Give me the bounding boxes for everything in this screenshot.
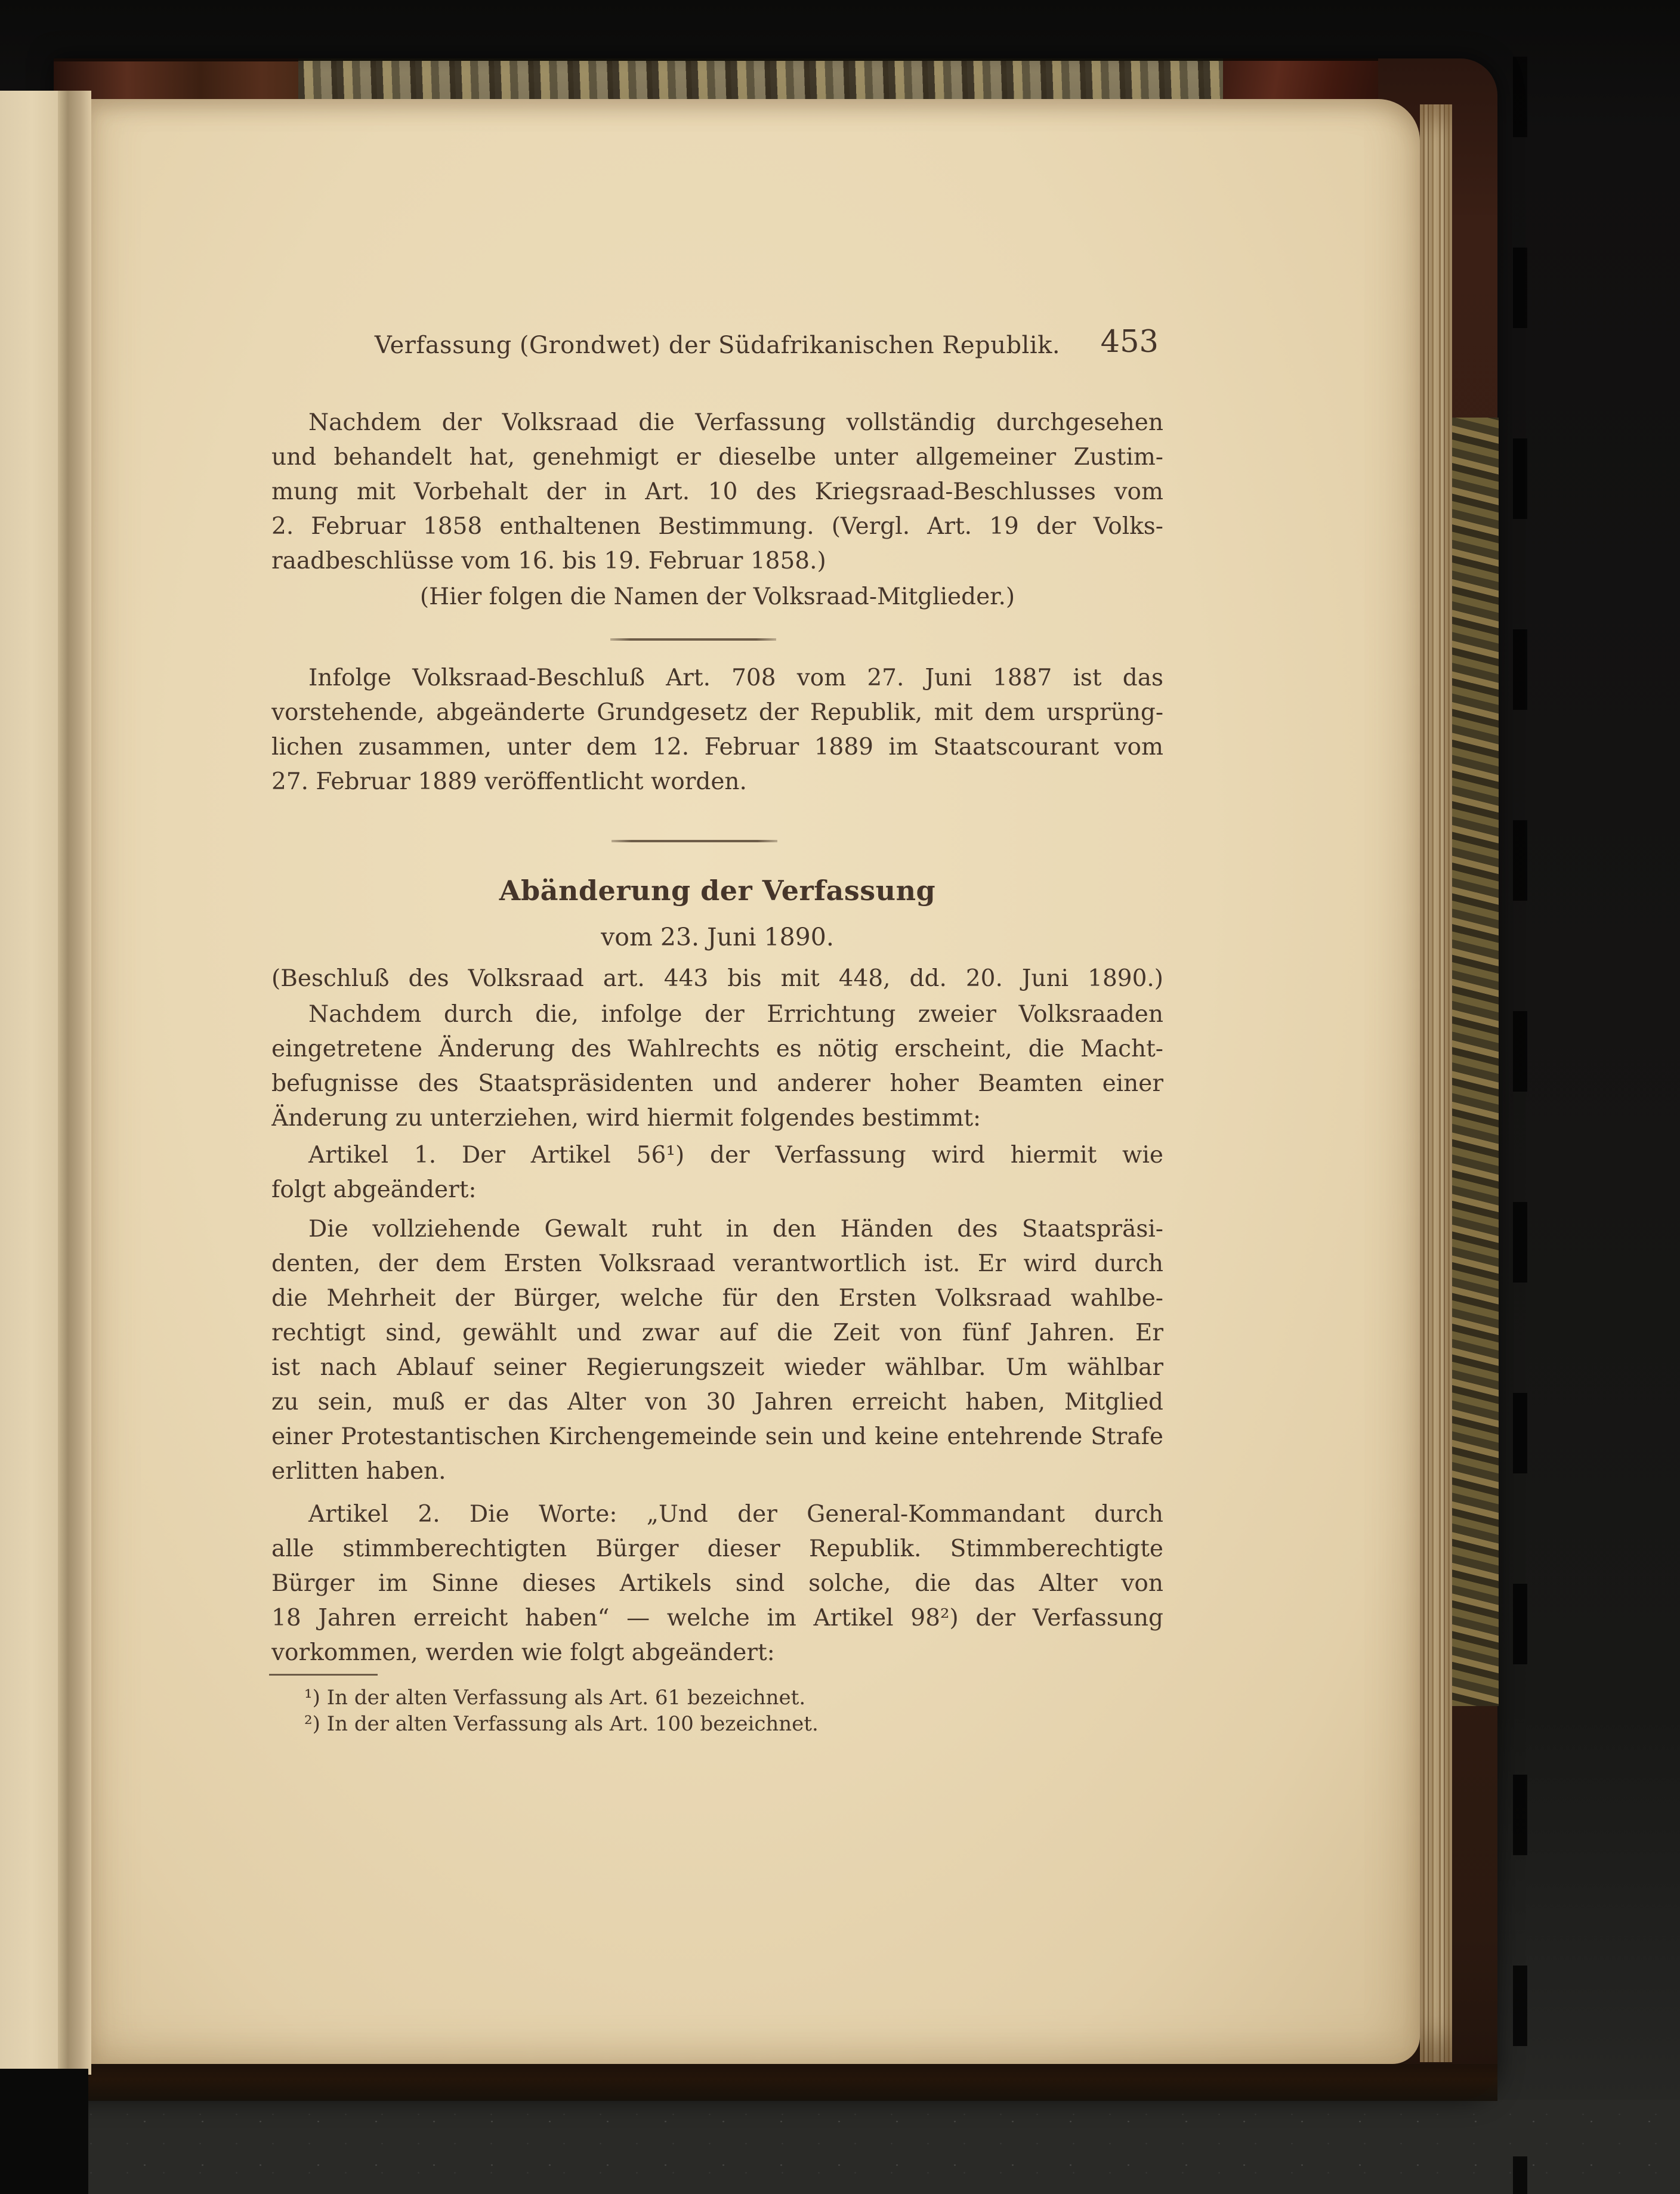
text-line: raadbeschlüsse vom 16. bis 19. Februar 1858.): [271, 548, 826, 574]
text-line: folgt abgeändert:: [271, 1176, 477, 1203]
page-edges-right: [1420, 104, 1452, 2062]
text-line: Nachdem der Volksraad die Verfassung vollständig durchgesehen: [308, 409, 1163, 436]
amendment-resolution: (Beschluß des Volksraad art. 443 bis mit 448, dd. 20. Juni 1890.): [271, 965, 1163, 992]
paragraph-publication: [271, 661, 1163, 799]
paragraph-artikel1-text: [271, 1212, 1163, 1489]
text-line: erlitten haben.: [271, 1458, 446, 1485]
gutter-groove: [58, 91, 91, 2075]
binding-stitches: [1513, 57, 1527, 2194]
book-bottom-edge: [54, 2064, 1497, 2101]
text-line: Artikel 2. Die Worte: „Und der General-Kommandant durch: [308, 1501, 1163, 1528]
section-divider-1: [610, 638, 776, 641]
book-cover-top-edge: [54, 58, 1378, 99]
text-line: vorkommen, werden wie folgt abgeändert:: [271, 1639, 775, 1666]
marbled-paper-top-edge: [298, 58, 1223, 99]
paragraph-artikel1-intro: [271, 1138, 1163, 1207]
text-line: Änderung zu unterziehen, wird hiermit folgendes bestimmt:: [271, 1105, 981, 1132]
text-line: eingetretene Änderung des Wahlrechts es nötig erscheint, die Macht-: [271, 1036, 1163, 1062]
running-header-title: Verfassung (Grondwet) der Südafrikanischen Republik.: [374, 332, 1061, 359]
text-line: ²) In der alten Verfassung als Art. 100 bezeichnet.: [304, 1712, 819, 1736]
facing-page-edge: [0, 91, 58, 2075]
leather-corner-top-right: [1223, 58, 1378, 99]
text-line: Die vollziehende Gewalt ruht in den Händen des Staatspräsi-: [308, 1216, 1163, 1243]
text-line: befugnisse des Staatspräsidenten und anderer hoher Beamten einer: [271, 1070, 1163, 1097]
amendment-date: vom 23. Juni 1890.: [601, 923, 834, 951]
text-line: zu sein, muß er das Alter von 30 Jahren erreicht haben, Mitglied: [271, 1389, 1163, 1416]
text-line: vorstehende, abgeänderte Grundgesetz der Republik, mit dem ursprüng-: [271, 699, 1163, 726]
footnotes: [271, 1685, 1163, 1737]
text-line: Infolge Volksraad-Beschluß Art. 708 vom 27. Juni 1887 ist das: [308, 665, 1163, 691]
text-line: Nachdem durch die, infolge der Errichtung zweier Volksraaden: [308, 1001, 1163, 1028]
text-line: ist nach Ablauf seiner Regierungszeit wieder wählbar. Um wählbar: [271, 1354, 1163, 1381]
text-line: denten, der dem Ersten Volksraad verantwortlich ist. Er wird durch: [271, 1250, 1163, 1277]
book-page: [91, 99, 1420, 2064]
section-divider-2: [612, 840, 777, 842]
running-header: [271, 325, 1163, 366]
text-line: rechtigt sind, gewählt und zwar auf die Zeit von fünf Jahren. Er: [271, 1320, 1163, 1346]
cover-edge-bottom-left: [0, 2069, 88, 2194]
text-line: 2. Februar 1858 enthaltenen Bestimmung. (Vergl. Art. 19 der Volks-: [271, 513, 1163, 540]
paragraph-artikel2: [271, 1497, 1163, 1670]
text-line: Artikel 1. Der Artikel 56¹) der Verfassung wird hiermit wie: [308, 1142, 1163, 1169]
members-note: (Hier folgen die Namen der Volksraad-Mitglieder.): [419, 583, 1015, 610]
paragraph-preamble: [271, 997, 1163, 1136]
text-line: einer Protestantischen Kirchengemeinde sein und keine entehrende Strafe: [271, 1423, 1163, 1450]
text-line: alle stimmberechtigten Bürger dieser Republik. Stimmberechtigte: [271, 1535, 1163, 1562]
backdrop-bottom: [0, 2100, 1680, 2194]
page-number: 453: [1100, 325, 1159, 360]
text-line: und behandelt hat, genehmigt er dieselbe unter allgemeiner Zustim-: [271, 444, 1163, 471]
amendment-heading: Abänderung der Verfassung: [499, 874, 936, 907]
text-line: mung mit Vorbehalt der in Art. 10 des Kriegsraad-Beschlusses vom: [271, 478, 1163, 505]
text-line: 27. Februar 1889 veröffentlicht worden.: [271, 768, 747, 795]
footnote-separator: [269, 1674, 378, 1676]
text-line: ¹) In der alten Verfassung als Art. 61 bezeichnet.: [304, 1686, 806, 1710]
paragraph-approval: [271, 406, 1163, 579]
text-line: Bürger im Sinne dieses Artikels sind solche, die das Alter von: [271, 1570, 1163, 1597]
text-line: die Mehrheit der Bürger, welche für den Ersten Volksraad wahlbe-: [271, 1285, 1163, 1312]
text-line: 18 Jahren erreicht haben“ — welche im Artikel 98²) der Verfassung: [271, 1605, 1163, 1631]
text-line: lichen zusammen, unter dem 12. Februar 1889 im Staatscourant vom: [271, 734, 1163, 761]
